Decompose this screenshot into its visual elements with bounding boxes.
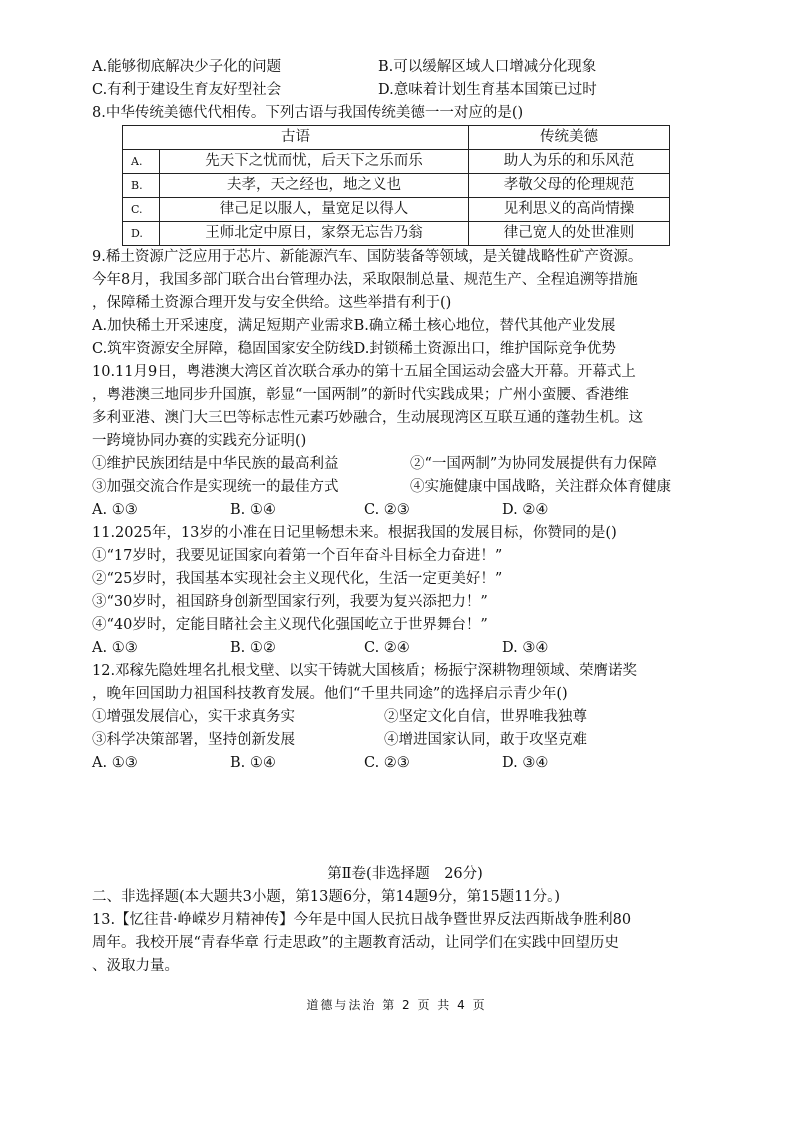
q11-choice-b: B. ①② (230, 640, 276, 656)
exam-page (92, 56, 718, 978)
q10-choice-d: D. ②④ (502, 502, 549, 518)
q10-choices (92, 499, 718, 522)
q9-stem-line: 9.稀土资源广泛应用于芯片、新能源汽车、国防装备等领域，是关键战略性矿产资源。 (92, 249, 643, 265)
page-footer: 道德与法治 第 2 页 共 4 页 (306, 998, 487, 1012)
q10-choice-a: A. ①③ (92, 502, 138, 518)
q10-stem-line: 一跨境协同办赛的实践充分证明() (92, 433, 307, 449)
q12-choice-b: B. ①④ (230, 755, 276, 771)
q8-row-letter: B. (123, 174, 160, 198)
q10-statement-2: ②“一国两制”为协同发展提供有力保障 (410, 456, 657, 472)
q8-table (122, 125, 670, 246)
table-row (123, 198, 670, 222)
q11-statement-1: ①“17岁时，我要见证国家向着第一个百年奋斗目标全力奋进！” (92, 548, 503, 564)
q9-stem-line: ，保障稀土资源合理开发与安全供给。这些举措有利于() (92, 295, 452, 311)
q8-row-letter: A. (123, 150, 160, 174)
q11-choice-a: A. ①③ (92, 640, 138, 656)
q7-option-c: C.有利于建设生育友好型社会 (92, 82, 282, 98)
q8-row-ancient: 律己足以服人，量宽足以得人 (160, 198, 469, 222)
q8-row-ancient: 王师北定中原日，家祭无忘告乃翁 (160, 222, 469, 246)
q10-statement-4: ④实施健康中国战略，关注群众体育健康 (410, 479, 671, 495)
q10-choice-b: B. ①④ (230, 502, 276, 518)
q11-choice-d: D. ③④ (502, 640, 549, 656)
q8-row-letter: C. (123, 198, 160, 222)
q13-stem-line: 、汲取力量。 (92, 958, 179, 974)
q7-option-b: B.可以缓解区域人口增减分化现象 (378, 59, 597, 75)
q12-choices (92, 752, 718, 775)
q11-stem: 11.2025年，13岁的小准在日记里畅想未来。根据我国的发展目标，你赞同的是() (92, 525, 617, 541)
q10-stem-line: ，粤港澳三地同步升国旗，彰显“一国两制”的新时代实践成果；广州小蛮腰、香港维 (92, 387, 629, 403)
q12-stem-line: ，晚年回国助力祖国科技教育发展。他们“千里共同途”的选择启示青少年() (92, 686, 568, 702)
q10-statement-1: ①维护民族团结是中华民族的最高利益 (92, 456, 339, 472)
q9-stem-line: 今年8月，我国多部门联合出台管理办法，采取限制总量、规范生产、全程追溯等措施 (92, 272, 638, 288)
table-row (123, 222, 670, 246)
q7-options-row-2 (92, 79, 718, 102)
q10-statement-3: ③加强交流合作是实现统一的最佳方式 (92, 479, 339, 495)
q8-row-virtue: 律己宽人的处世准则 (469, 222, 670, 246)
q12-statement-1: ①增强发展信心，实干求真务实 (92, 709, 295, 725)
q13-stem-line: 周年。我校开展“青春华章 行走思政”的主题教育活动，让同学们在实践中回望历史 (92, 935, 619, 951)
q7-option-d: D.意味着计划生育基本国策已过时 (378, 82, 597, 98)
q7-option-a: A.能够彻底解决少子化的问题 (92, 59, 282, 75)
q8-stem: 8.中华传统美德代代相传。下列古语与我国传统美德一一对应的是() (92, 105, 524, 121)
q11-choice-c: C. ②④ (364, 640, 410, 656)
q12-statement-3: ③科学决策部署，坚持创新发展 (92, 732, 295, 748)
spacer (92, 775, 718, 863)
q11-choices (92, 637, 718, 660)
q9-options-cd: C.筑牢资源安全屏障，稳固国家安全防线D.封锁稀土资源出口，维护国际竞争优势 (92, 341, 616, 357)
q10-statements-row-1 (92, 453, 718, 476)
q12-statement-4: ④增进国家认同，敢于攻坚克难 (384, 732, 587, 748)
q8-row-virtue: 助人为乐的和乐风范 (469, 150, 670, 174)
q12-statement-2: ②坚定文化自信，世界唯我独尊 (384, 709, 587, 725)
q8-row-virtue: 孝敬父母的伦理规范 (469, 174, 670, 198)
q12-stem-line: 12.邓稼先隐姓埋名扎根戈壁、以实干铸就大国核盾；杨振宁深耕物理领域、荣膺诺奖 (92, 663, 638, 679)
q12-statements-row-2 (92, 729, 718, 752)
q8-row-letter: D. (123, 222, 160, 246)
q11-statement-2: ②“25岁时，我国基本实现社会主义现代化，生活一定更美好！” (92, 571, 503, 587)
part2-section-heading: 二、非选择题(本大题共3小题，第13题6分，第14题9分，第15题11分。) (92, 889, 561, 905)
q12-choice-c: C. ②③ (364, 755, 410, 771)
q8-row-virtue: 见利思义的高尚情操 (469, 198, 670, 222)
q12-choice-d: D. ③④ (502, 755, 549, 771)
part2-title: 第Ⅱ卷(非选择题 26分) (327, 866, 483, 882)
table-row (123, 150, 670, 174)
q8-row-ancient: 先天下之忧而忧，后天下之乐而乐 (160, 150, 469, 174)
q8-row-ancient: 夫孝，天之经也，地之义也 (160, 174, 469, 198)
q9-options-ab: A.加快稀土开采速度，满足短期产业需求B.确立稀土核心地位，替代其他产业发展 (92, 318, 616, 334)
q8-header-ancient: 古语 (123, 126, 469, 150)
q12-choice-a: A. ①③ (92, 755, 138, 771)
q8-table-header (123, 126, 670, 150)
q10-stem-line: 10.11月9日，粤港澳大湾区首次联合承办的第十五届全国运动会盛大开幕。开幕式上 (92, 364, 636, 380)
q7-options-row-1 (92, 56, 718, 79)
q11-statement-4: ④“40岁时，定能目睹社会主义现代化强国屹立于世界舞台！” (92, 617, 488, 633)
q10-choice-c: C. ②③ (364, 502, 410, 518)
q13-stem-line: 13.【忆往昔·峥嵘岁月精神传】今年是中国人民抗日战争暨世界反法西斯战争胜利80 (92, 912, 632, 928)
q11-statement-3: ③“30岁时，祖国跻身创新型国家行列，我要为复兴添把力！” (92, 594, 488, 610)
table-row (123, 174, 670, 198)
q8-header-virtue: 传统美德 (469, 126, 670, 150)
q10-statements-row-2 (92, 476, 718, 499)
q12-statements-row-1 (92, 706, 718, 729)
q10-stem-line: 多利亚港、澳门大三巴等标志性元素巧妙融合，生动展现湾区互联互通的蓬勃生机。这 (92, 410, 643, 426)
